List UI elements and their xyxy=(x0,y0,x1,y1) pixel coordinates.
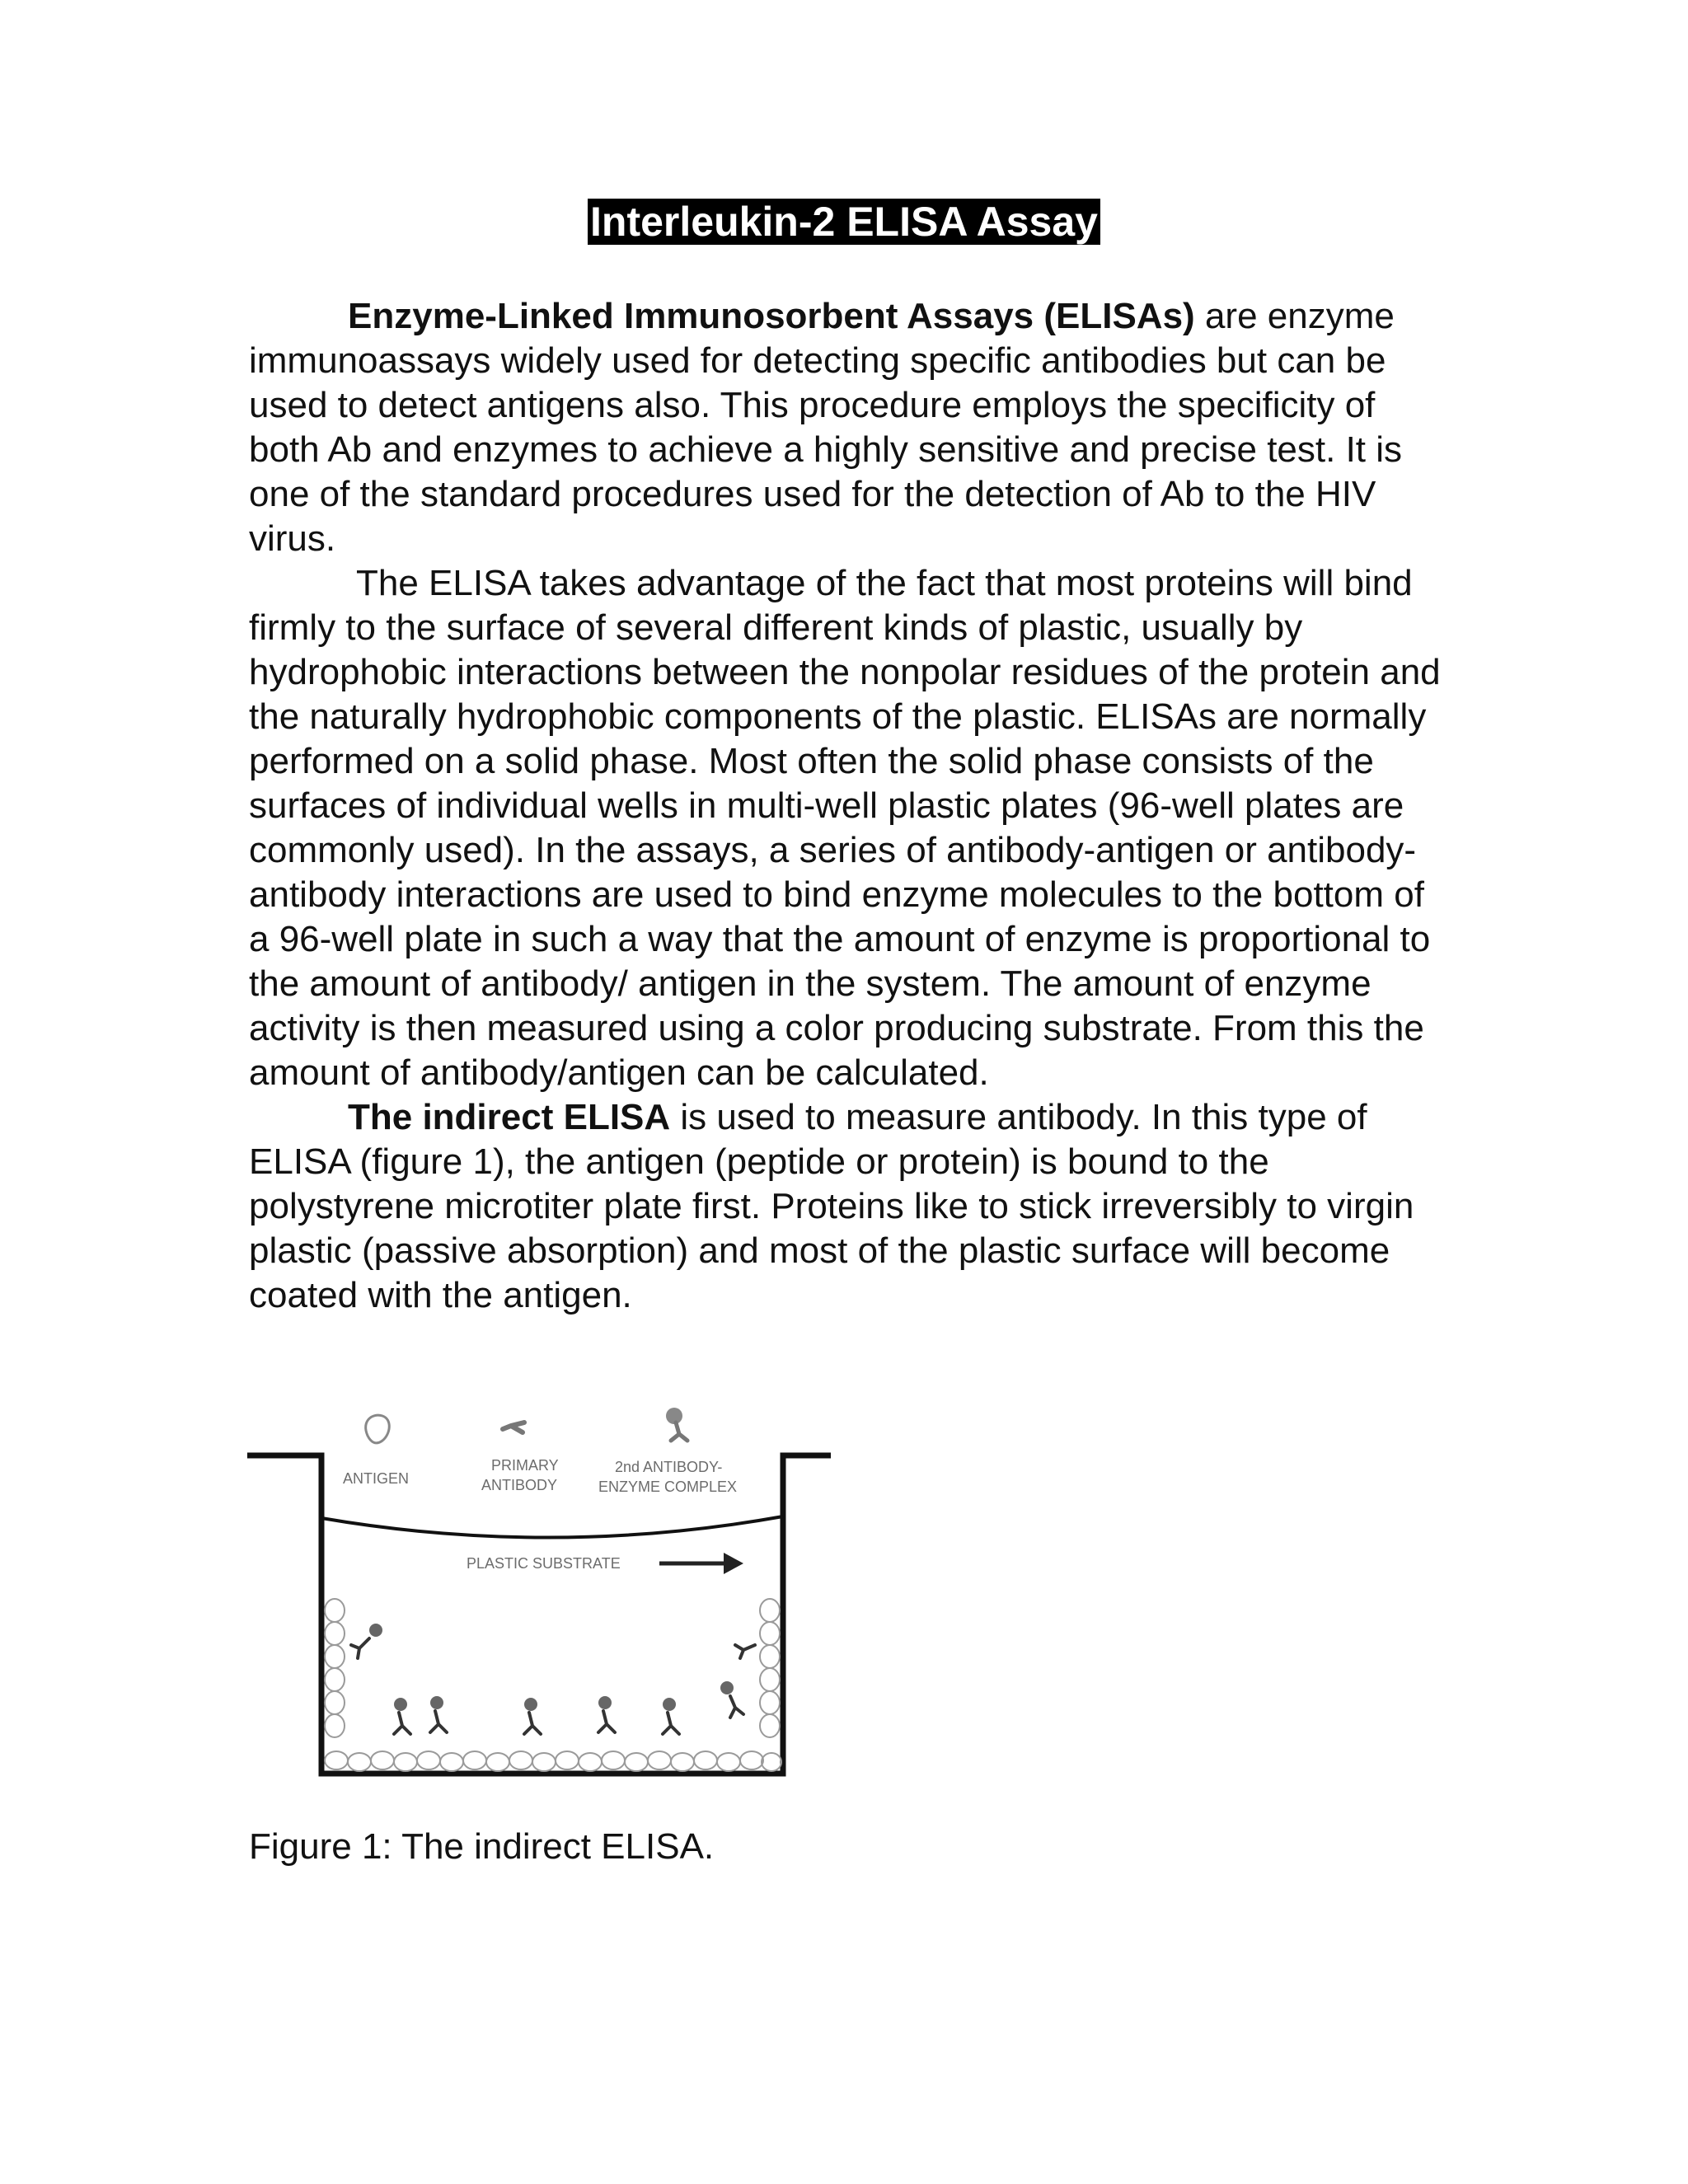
bound-antibody-complexes xyxy=(351,1624,755,1734)
arrow-right-icon xyxy=(659,1553,743,1574)
substrate-label: PLASTIC SUBSTRATE xyxy=(467,1555,621,1572)
antigen-coating-right-wall xyxy=(760,1599,780,1737)
page-title xyxy=(0,195,1688,248)
well-outline xyxy=(247,1455,831,1774)
antigen-coating-left-wall xyxy=(325,1599,345,1737)
figure-indirect-elisa xyxy=(246,1401,836,1788)
liquid-surface xyxy=(321,1516,783,1538)
paragraph-indirect-elisa-bold: The indirect ELISA xyxy=(348,1097,671,1137)
paragraph-elisa-intro-text: are enzyme immunoassays widely used for detecting specific antibodies but can be used to detect antigens also. This procedure employs the specificity of both Ab and enzymes to achieve a highly sensitive and precise test. It is one of the standard procedures used for the detection of Ab to the HIV virus. xyxy=(249,296,1403,559)
legend-secondary-line2: ENZYME COMPLEX xyxy=(598,1479,738,1495)
legend-secondary-line1: 2nd ANTIBODY- xyxy=(615,1459,723,1475)
paragraph-indirect-elisa-text: is used to measure antibody. In this type of ELISA (figure 1), the antigen (peptide or protein) is bound to the polystyrene microtiter plate first. Proteins like to stick irreversibly to virgin plastic (passive absorption) and most of the plastic surface will become coated with the antigen. xyxy=(249,1097,1414,1315)
antigen-coating-bottom xyxy=(325,1751,781,1771)
antigen-icon xyxy=(366,1415,390,1443)
paragraph-elisa-intro-bold: Enzyme-Linked Immunosorbent Assays (ELISAs) xyxy=(348,296,1195,336)
paragraph-elisa-intro xyxy=(249,294,1452,561)
secondary-antibody-enzyme-icon xyxy=(666,1408,687,1441)
paragraph-indirect-elisa xyxy=(249,1095,1452,1318)
page-title-text: Interleukin-2 ELISA Assay xyxy=(588,199,1100,245)
primary-antibody-icon xyxy=(503,1422,524,1432)
document-body xyxy=(249,294,1452,1318)
well-diagram xyxy=(246,1401,836,1788)
legend-primary-line1: PRIMARY xyxy=(491,1457,559,1474)
figure-caption: Figure 1: The indirect ELISA. xyxy=(249,1826,715,1867)
legend-primary-line2: ANTIBODY xyxy=(481,1477,558,1493)
paragraph-elisa-mechanism: The ELISA takes advantage of the fact that most proteins will bind firmly to the surface of several different kinds of plastic, usually by hydrophobic interactions between the nonpolar residues of the protein and the naturally hydrophobic components of the plastic. ELISAs are normally performed on a solid phase. Most often the solid phase consists of the surfaces of individual wells in multi-well plastic plates (96-well plates are commonly used). In the assays, a series of antibody-antigen or antibody-antibody interactions are used to bind enzyme molecules to the bottom of a 96-well plate in such a way that the amount of enzyme is proportional to the amount of antibody/ antigen in the system. The amount of enzyme activity is then measured using a color producing substrate. From this the amount of antibody/antigen can be calculated. xyxy=(249,563,1441,1093)
legend-antigen: ANTIGEN xyxy=(343,1470,410,1487)
